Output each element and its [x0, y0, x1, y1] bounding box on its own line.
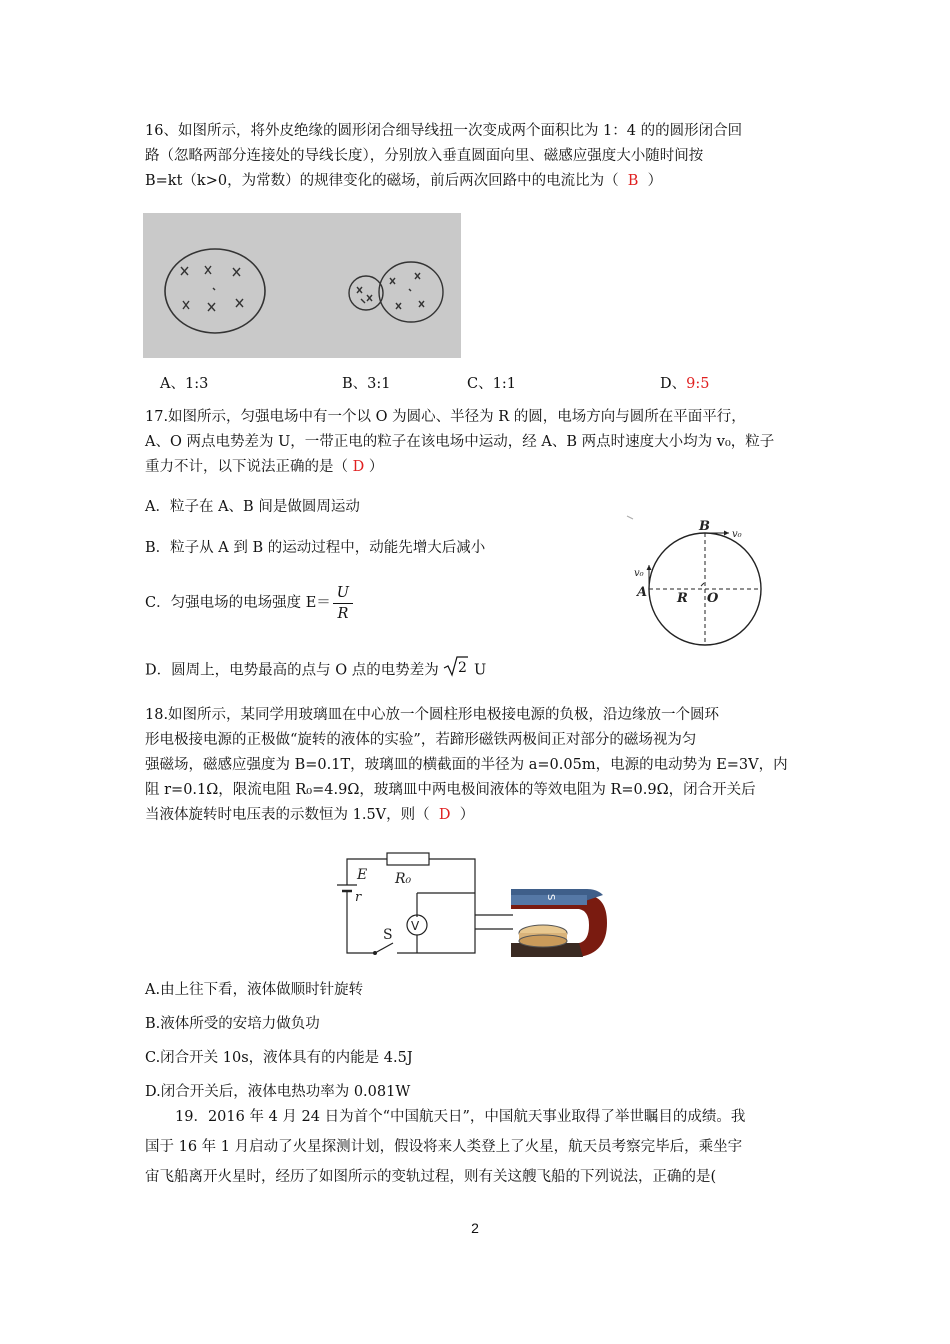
q16-option-d-value: 9:5	[686, 376, 710, 392]
q18-circuit-diagram	[335, 845, 615, 965]
point-a-label: A	[637, 585, 648, 600]
q17-formula-denominator: R	[337, 605, 349, 622]
sqrt-symbol	[443, 655, 469, 686]
q18-line-2: 形电极接电源的正极做“旋转的液体的实验”，若蹄形磁铁两极间正对部分的磁场视为匀	[145, 732, 697, 748]
q18-answer: D	[438, 807, 451, 823]
q17-option-c-text: C．匀强电场的电场强度 E＝	[145, 595, 331, 611]
q16-line-3	[145, 169, 662, 194]
q18-line-4: 阻 r=0.1Ω，限流电阻 R₀=4.9Ω，玻璃皿中两电极间液体的等效电阻为 R=0.9Ω，闭合开关后	[145, 782, 756, 798]
q17-option-a: A．粒子在 A、B 间是做圆周运动	[145, 499, 360, 515]
q17-answer: D	[352, 459, 365, 475]
q17-line-1: 17.如图所示，匀强电场中有一个以 O 为圆心、半径为 R 的圆，电场方向与圆所在平面平行，	[145, 409, 746, 425]
q18-option-d: D.闭合开关后，液体电热功率为 0.081W	[145, 1084, 411, 1100]
q19-line-3: 宙飞船离开火星时，经历了如图所示的变轨过程，则有关这艘飞船的下列说法，正确的是(	[145, 1169, 717, 1185]
page-number: 2	[471, 1220, 479, 1236]
q16-line-1: 16、如图所示，将外皮绝缘的圆形闭合细导线扭一次变成两个面积比为 1：4 的的圆形闭合回	[145, 123, 743, 139]
q16-loop-photo	[143, 213, 461, 358]
q18-line-3: 强磁场，磁感应强度为 B=0.1T，玻璃皿的横截面的半径为 a=0.05m，电源的电动势为 E=3V，内	[145, 757, 788, 773]
resistor-r0-label: R₀	[395, 871, 412, 887]
q18-option-a: A.由上往下看，液体做顺时针旋转	[145, 982, 364, 998]
q16-option-a: A、1:3	[160, 376, 209, 392]
q16-option-c: C、1:1	[467, 376, 516, 392]
q18-line-5	[145, 803, 474, 828]
q17-circle-diagram	[615, 510, 785, 650]
q18-option-b: B.液体所受的安培力做负功	[145, 1016, 320, 1032]
q17-field-formula	[333, 583, 353, 624]
q18-option-c: C.闭合开关 10s，液体具有的内能是 4.5J	[145, 1050, 413, 1066]
q16-answer: B	[627, 173, 639, 189]
q17-option-d	[145, 655, 486, 686]
center-o-label: O	[707, 591, 719, 606]
q17-option-b: B．粒子从 A 到 B 的运动过程中，动能先增大后减小	[145, 540, 486, 556]
voltmeter-label: V	[411, 919, 420, 933]
q16-stem-text: B=kt（k>0，为常数）的规律变化的磁场，前后两次回路中的电流比为（	[145, 173, 619, 189]
q16-option-d	[660, 372, 709, 393]
velocity-a-label: v₀	[634, 568, 644, 579]
q16-line-2: 路（忽略两部分连接处的导线长度），分别放入垂直圆面向里、磁感应强度大小随时间按	[145, 148, 704, 164]
q19-line-1: 19．2016 年 4 月 24 日为首个“中国航天日”，中国航天事业取得了举世瞩目的成绩。我	[175, 1109, 746, 1125]
magnet-pole-label: S	[545, 894, 556, 901]
q17-option-d-unit: U	[473, 662, 487, 679]
q18-paren-close: ）	[459, 807, 475, 823]
q16-paren-close: ）	[647, 173, 663, 189]
q17-option-c	[145, 580, 353, 626]
switch-label: S	[383, 927, 393, 943]
q17-stem-text: 重力不计，以下说法正确的是（	[145, 459, 348, 475]
point-b-label: B	[699, 519, 710, 534]
radius-label: R	[677, 591, 688, 606]
q18-line-1: 18.如图所示，某同学用玻璃皿在中心放一个圆柱形电极接电源的负极，沿边缘放一个圆环	[145, 707, 720, 723]
velocity-b-label: v₀	[732, 529, 742, 540]
internal-resistance-label: r	[355, 890, 362, 905]
q19-line-2: 国于 16 年 1 月启动了火星探测计划，假设将来人类登上了火星，航天员考察完毕后，乘坐宇	[145, 1139, 743, 1155]
q17-line-3	[145, 455, 383, 480]
q17-option-d-text: D．圆周上，电势最高的点与 O 点的电势差为	[145, 662, 439, 679]
q16-option-b: B、3:1	[342, 376, 391, 392]
sqrt-radicand: 2	[458, 660, 468, 676]
q17-formula-numerator: U	[333, 583, 353, 604]
q18-stem-text: 当液体旋转时电压表的示数恒为 1.5V，则（	[145, 807, 430, 823]
q16-option-d-label: D、	[660, 376, 687, 392]
q17-paren-close: ）	[368, 459, 384, 475]
q17-line-2: A、O 两点电势差为 U，一带正电的粒子在该电场中运动，经 A、B 两点时速度大小均为 v₀，粒子	[145, 434, 775, 450]
emf-label: E	[357, 867, 368, 883]
